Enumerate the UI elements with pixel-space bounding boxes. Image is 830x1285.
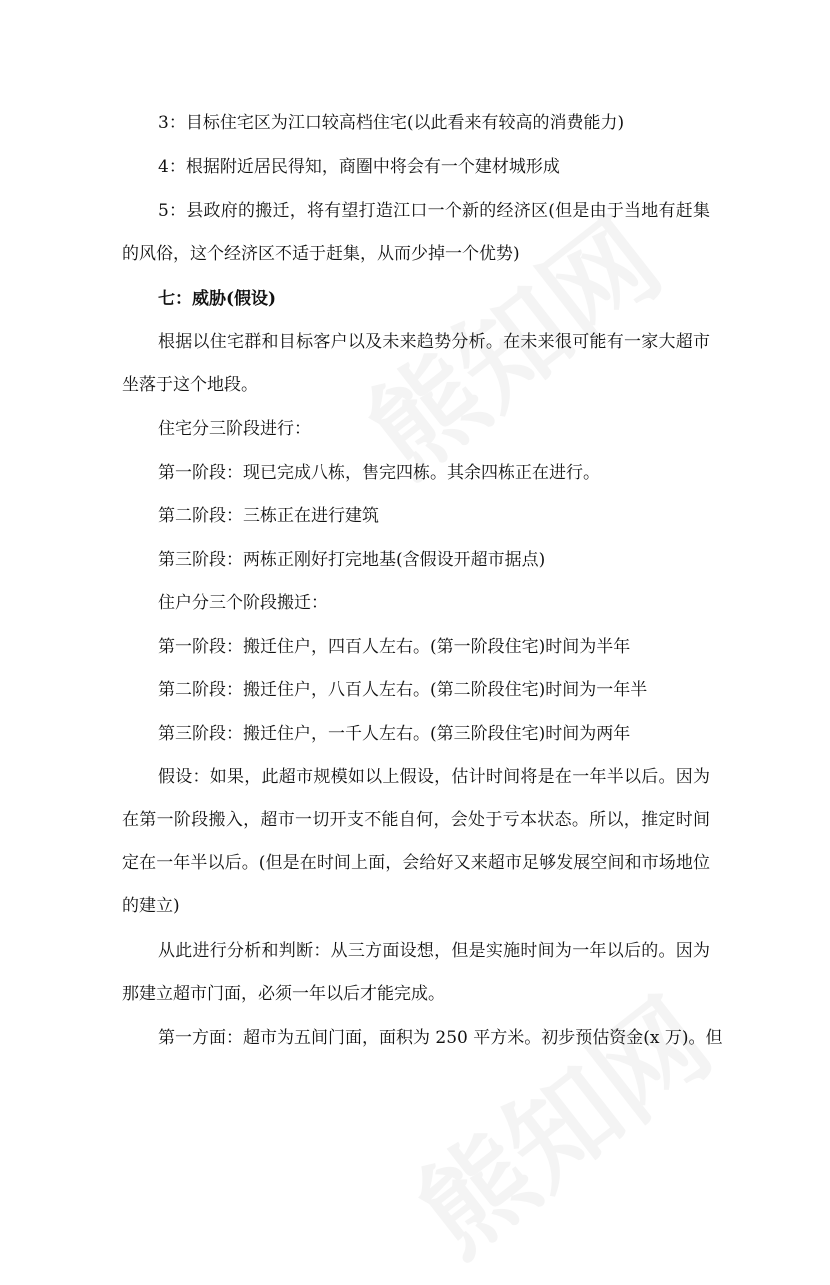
section-heading-threats: 七：威胁(假设)	[158, 289, 277, 309]
paragraph-residence-phase-1: 第一阶段：现已完成八栋，售完四栋。其余四栋正在进行。	[158, 463, 600, 483]
paragraph-resident-phase-2: 第二阶段：搬迁住户，八百人左右。(第二阶段住宅)时间为一年半	[158, 680, 648, 700]
paragraph-analysis: 根据以住宅群和目标客户以及未来趋势分析。在未来很可能有一家大超市坐落于这个地段。	[122, 332, 710, 395]
paragraph-point-4: 4：根据附近居民得知，商圈中将会有一个建材城形成	[158, 157, 560, 177]
paragraph-point-5: 5：县政府的搬迁，将有望打造江口一个新的经济区(但是由于当地有赶集的风俗，这个经济区不适于赶集，从而少掉一个优势)	[122, 201, 710, 264]
paragraph-point-3: 3：目标住宅区为江口较高档住宅(以此看来有较高的消费能力)	[158, 113, 625, 133]
paragraph-resident-phase-3: 第三阶段：搬迁住户，一千人左右。(第三阶段住宅)时间为两年	[158, 724, 631, 744]
paragraph-resident-phases: 住户分三个阶段搬迁：	[158, 593, 328, 613]
paragraph-aspect-1: 第一方面：超市为五间门面，面积为 250 平方米。初步预估资金(x 万)。但	[158, 1028, 723, 1048]
paragraph-resident-phase-1: 第一阶段：搬迁住户，四百人左右。(第一阶段住宅)时间为半年	[158, 637, 631, 657]
paragraph-residence-phase-2: 第二阶段：三栋正在进行建筑	[158, 506, 379, 526]
paragraph-judgement: 从此进行分析和判断：从三方面设想，但是实施时间为一年以后的。因为那建立超市门面，必须一年以后才能完成。	[122, 941, 710, 1004]
paragraph-residence-phases: 住宅分三阶段进行：	[158, 419, 311, 439]
paragraph-residence-phase-3: 第三阶段：两栋正刚好打完地基(含假设开超市据点)	[158, 550, 546, 570]
paragraph-assumption: 假设：如果，此超市规模如以上假设，估计时间将是在一年半以后。因为在第一阶段搬入，超市一切开支不能自何，会处于亏本状态。所以，推定时间定在一年半以后。(但是在时间上面，会给好又来超市足够发展空间和市场地位的建立)	[122, 767, 710, 916]
